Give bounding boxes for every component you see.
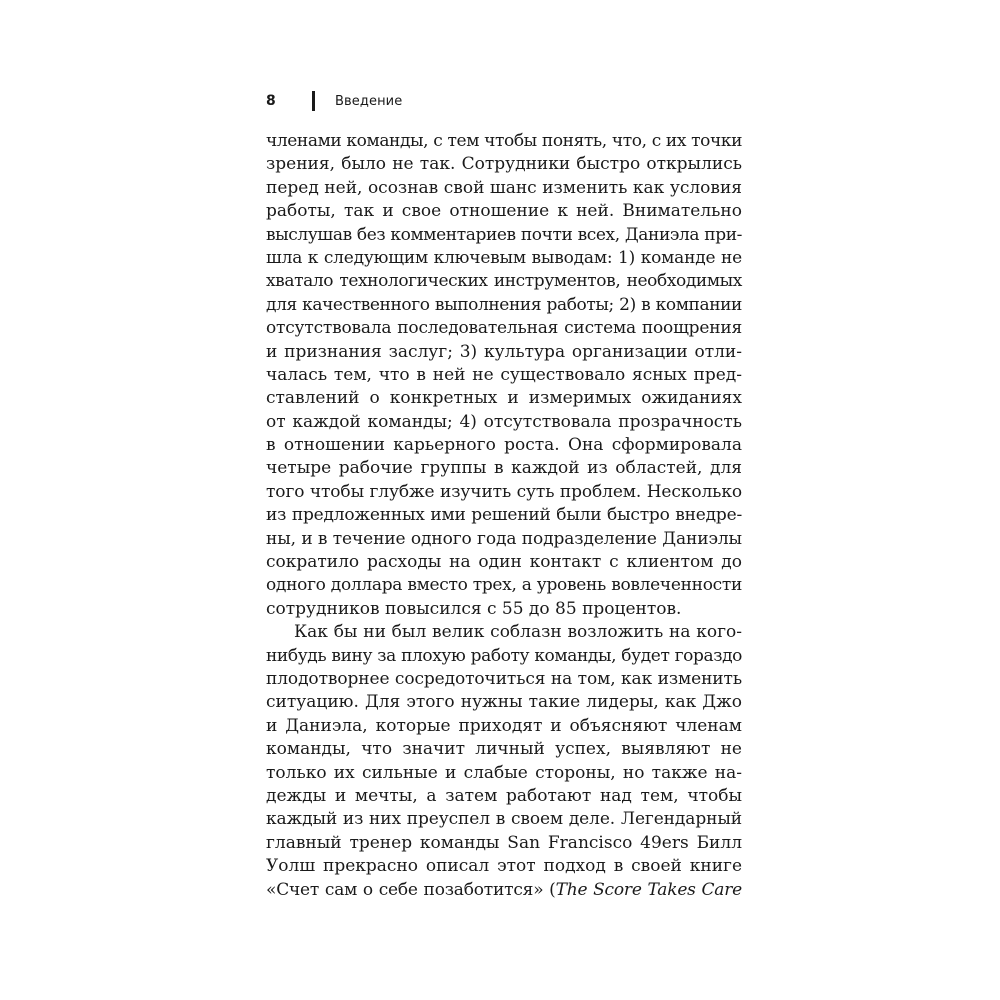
text-line: членами команды, с тем чтобы понять, что, с их точки xyxy=(266,131,742,151)
paragraph-1 xyxy=(266,130,742,621)
paragraph-2 xyxy=(266,621,742,902)
text-line: и Даниэла, которые приходят и объясняют членам xyxy=(266,715,742,736)
text-line: шла к следующим ключевым выводам: 1) команде не xyxy=(266,247,742,268)
text-line: выслушав без комментариев почти всех, Даниэла при- xyxy=(266,224,742,245)
text-line: одного доллара вместо трех, а уровень вовлеченности xyxy=(266,575,742,596)
text-line: того чтобы глубже изучить суть проблем. Несколько xyxy=(266,481,742,502)
text-line: чалась тем, что в ней не существовало ясных пред- xyxy=(266,364,742,385)
text-line: плодотворнее сосредоточиться на том, как изменить xyxy=(266,668,742,689)
text-line: сократило расходы на один контакт с клиентом до xyxy=(266,552,742,573)
text-line: от каждой команды; 4) отсутствовала прозрачность xyxy=(266,411,742,432)
text-line: отсутствовала последовательная система поощрения xyxy=(266,318,742,339)
text-line: зрения, было не так. Сотрудники быстро открылись xyxy=(266,154,742,175)
text-line: ситуацию. Для этого нужны такие лидеры, как Джо xyxy=(266,692,742,713)
text-line: нибудь вину за плохую работу команды, будет гораздо xyxy=(266,645,742,666)
running-head xyxy=(266,89,402,113)
text-line: главный тренер команды San Francisco 49ers Билл xyxy=(266,832,742,853)
page-number: 8 xyxy=(266,93,276,109)
text-line: Как бы ни был велик соблазн возложить на кого- xyxy=(294,622,742,643)
text-line: для качественного выполнения работы; 2) в компании xyxy=(266,294,742,315)
header-divider xyxy=(312,91,315,111)
text-line: работы, так и свое отношение к ней. Внимательно xyxy=(266,201,742,222)
text-line: дежды и мечты, а затем работают над тем, чтобы xyxy=(266,785,742,806)
text-line: команды, что значит личный успех, выявляют не xyxy=(266,739,742,760)
text-line: только их сильные и слабые стороны, но также на- xyxy=(266,762,742,783)
text-line: ставлений о конкретных и измеримых ожиданиях xyxy=(266,388,742,409)
text-roman: «Счет сам о себе позаботится» ( xyxy=(266,879,556,900)
text-line: из предложенных ими решений были быстро внедре- xyxy=(266,505,742,526)
body-text xyxy=(266,130,742,902)
text-line: перед ней, осознав свой шанс изменить как условия xyxy=(266,177,742,198)
text-line-final xyxy=(266,879,742,902)
text-line: хватало технологических инструментов, необходимых xyxy=(266,271,742,292)
text-line: сотрудников повысился с 55 до 85 процентов. xyxy=(266,598,682,619)
text-line: четыре рабочие группы в каждой из областей, для xyxy=(266,458,742,479)
section-title: Введение xyxy=(335,93,403,109)
book-title-italic: The Score Takes Care xyxy=(555,879,742,900)
text-line: ны, и в течение одного года подразделение Даниэлы xyxy=(266,528,742,549)
text-line: в отношении карьерного роста. Она сформировала xyxy=(266,435,742,456)
text-line: и признания заслуг; 3) культура организации отли- xyxy=(266,341,742,362)
text-line: Уолш прекрасно описал этот подход в своей книге xyxy=(266,856,742,877)
text-line: каждый из них преуспел в своем деле. Легендарный xyxy=(266,809,742,830)
